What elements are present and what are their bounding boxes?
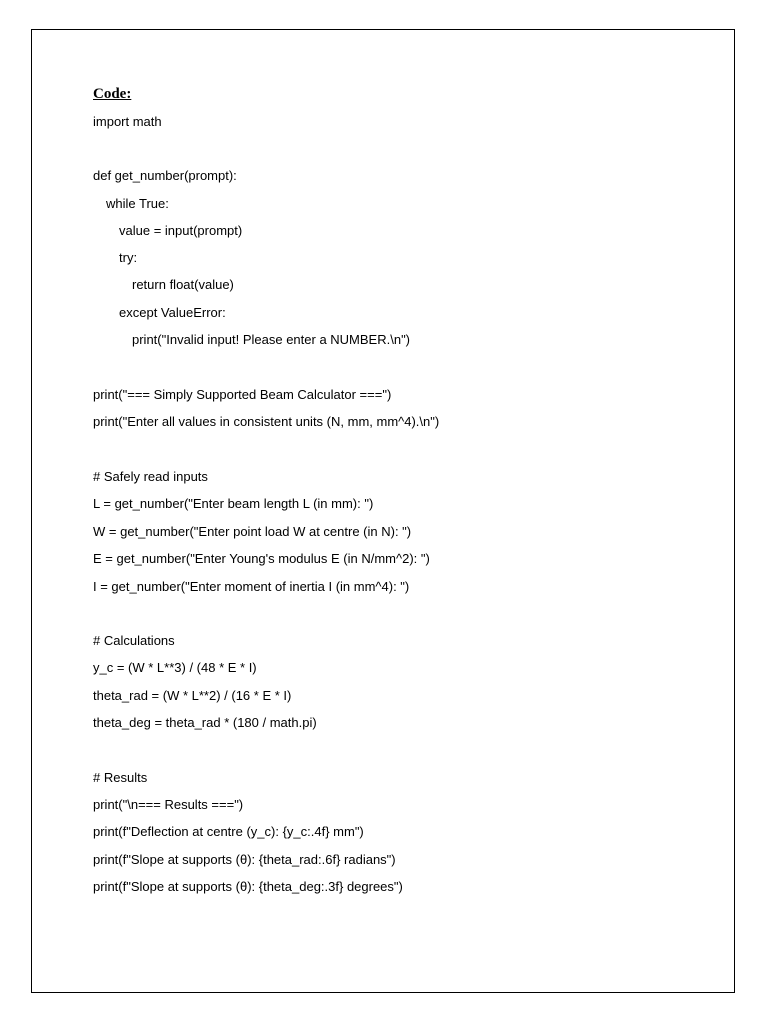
code-line: L = get_number("Enter beam length L (in mm): ") <box>93 496 374 511</box>
code-line: print("\n=== Results ===") <box>93 797 244 812</box>
code-line: print(f"Deflection at centre (y_c): {y_c:.4f} mm") <box>93 824 364 839</box>
code-line: try: <box>119 250 138 265</box>
code-line: I = get_number("Enter moment of inertia I (in mm^4): ") <box>93 579 410 594</box>
code-line: E = get_number("Enter Young's modulus E (in N/mm^2): ") <box>93 551 430 566</box>
code-line: W = get_number("Enter point load W at centre (in N): ") <box>93 524 412 539</box>
code-line: def get_number(prompt): <box>93 168 237 183</box>
code-line: print("=== Simply Supported Beam Calculator ===") <box>93 387 392 402</box>
code-heading: Code: <box>93 86 132 102</box>
code-line: print("Invalid input! Please enter a NUMBER.\n") <box>132 332 411 347</box>
code-line: # Results <box>93 770 148 785</box>
code-line: return float(value) <box>132 277 234 292</box>
code-line: y_c = (W * L**3) / (48 * E * I) <box>93 660 257 675</box>
code-line: while True: <box>106 196 169 211</box>
code-line: theta_rad = (W * L**2) / (16 * E * I) <box>93 688 292 703</box>
code-line: except ValueError: <box>119 305 226 320</box>
code-line: print(f"Slope at supports (θ): {theta_deg:.3f} degrees") <box>93 879 403 894</box>
code-line: value = input(prompt) <box>119 223 243 238</box>
code-line: import math <box>93 114 162 129</box>
code-line: print("Enter all values in consistent units (N, mm, mm^4).\n") <box>93 414 440 429</box>
code-line: # Calculations <box>93 633 175 648</box>
code-line: print(f"Slope at supports (θ): {theta_rad:.6f} radians") <box>93 852 396 867</box>
code-line: theta_deg = theta_rad * (180 / math.pi) <box>93 715 317 730</box>
code-line: # Safely read inputs <box>93 469 208 484</box>
